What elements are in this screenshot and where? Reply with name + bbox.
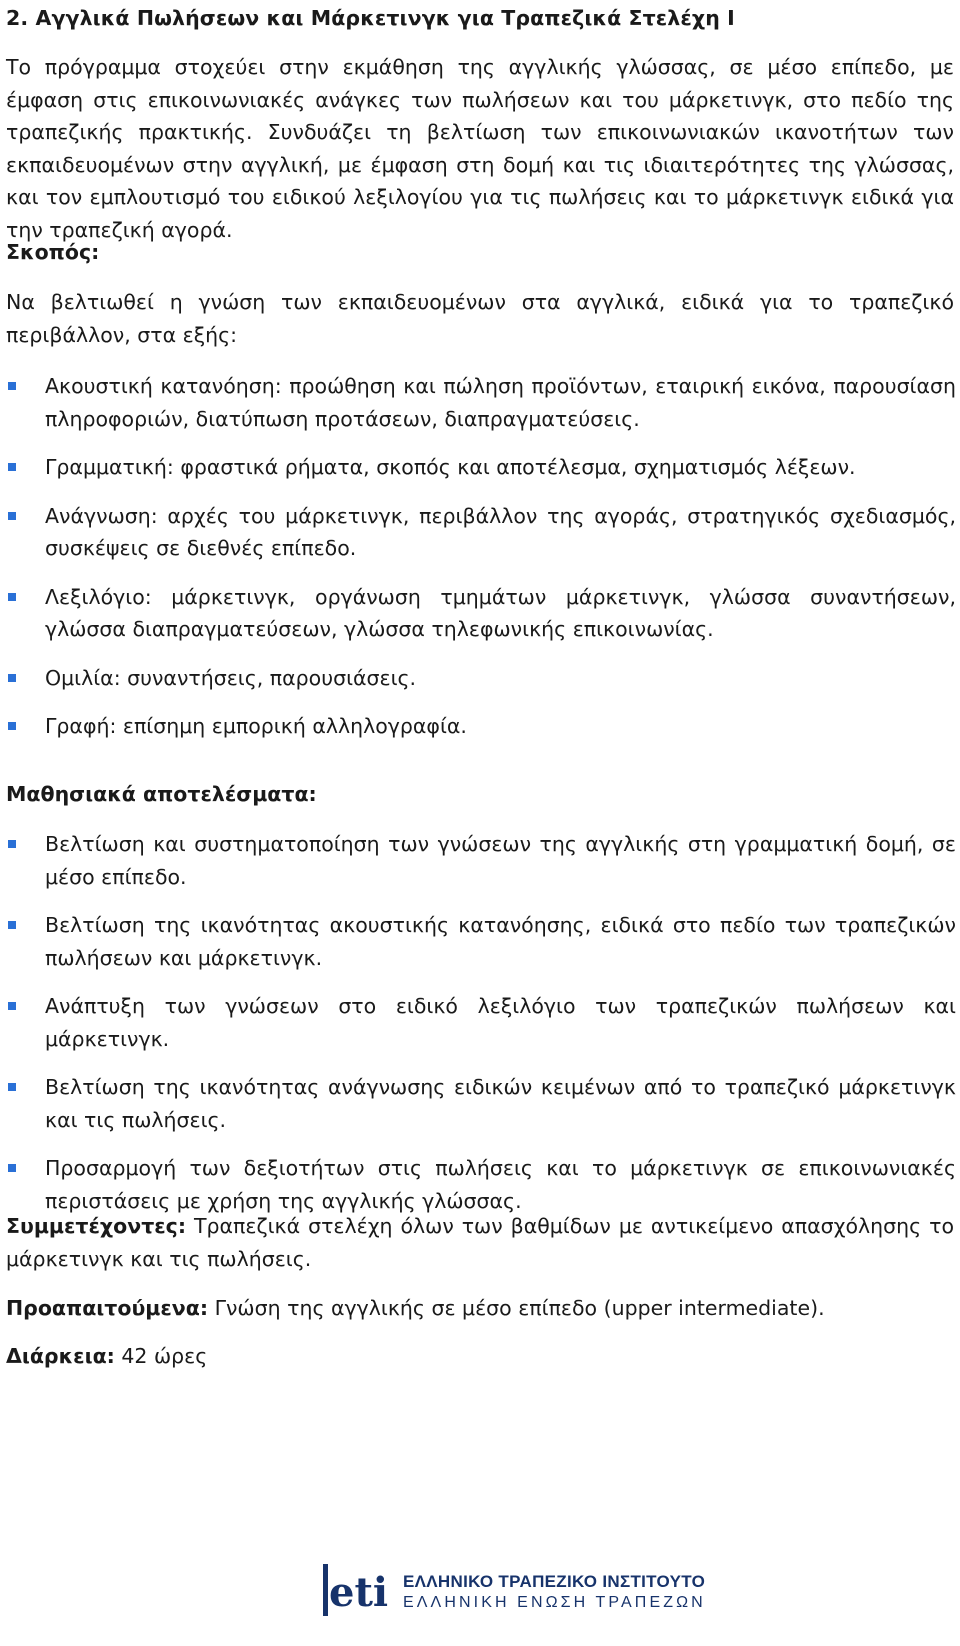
aim-paragraph: Να βελτιωθεί η γνώση των εκπαιδευομένων στα αγγλικά, ειδικά για το τραπεζικό περιβάλλον, στα εξής: <box>6 290 954 347</box>
aim-heading: Σκοπός: <box>6 240 100 264</box>
list-item <box>6 909 956 974</box>
outcomes-list <box>6 828 956 1217</box>
square-bullet-icon <box>8 382 16 390</box>
list-item <box>6 1071 956 1136</box>
list-item <box>6 1152 956 1217</box>
duration-text: 42 ώρες <box>114 1344 208 1368</box>
list-item <box>6 990 956 1055</box>
list-item <box>6 500 956 565</box>
square-bullet-icon <box>8 921 16 929</box>
square-bullet-icon <box>8 512 16 520</box>
list-item-text: Προσαρμογή των δεξιοτήτων στις πωλήσεις και το μάρκετινγκ σε επικοινωνιακές περιστάσεις με χρήση της αγγλικής γλώσσας. <box>45 1156 956 1213</box>
square-bullet-icon <box>8 1002 16 1010</box>
square-bullet-icon <box>8 1164 16 1172</box>
list-item <box>6 710 956 743</box>
aim-list <box>6 370 956 743</box>
list-item <box>6 451 956 484</box>
list-item-text: Ακουστική κατανόηση: προώθηση και πώληση προϊόντων, εταιρική εικόνα, παρουσίαση πληροφοριών, διατύπωση προτάσεων, διαπραγματεύσεις. <box>45 374 956 431</box>
institute-logo <box>313 1558 706 1621</box>
list-item <box>6 581 956 646</box>
square-bullet-icon <box>8 1083 16 1091</box>
list-item <box>6 828 956 893</box>
list-item <box>6 662 956 695</box>
square-bullet-icon <box>8 722 16 730</box>
duration-label: Διάρκεια: <box>6 1344 115 1368</box>
square-bullet-icon <box>8 593 16 601</box>
list-item-text: Ομιλία: συναντήσεις, παρουσιάσεις. <box>45 665 417 690</box>
intro-paragraph: Το πρόγραμμα στοχεύει στην εκμάθηση της αγγλικής γλώσσας, σε μέσο επίπεδο, με έμφαση στις επικοινωνιακές ανάγκες των πωλήσεων και του μάρκετινγκ, στο πεδίο της τραπεζικής πρακτικής. Συνδυάζει τη βελτίωση των επικοινωνιακών ικανοτήτων των εκπαιδευομένων στην αγγλική, με έμφαση στη δομή και τις ιδιαιτερότητες της γλώσσας, και τον εμπλουτισμό του ειδικού λεξιλογίου για τις πωλήσεις και το μάρκετινγκ ειδικά για την τραπεζική αγορά. <box>6 55 954 242</box>
list-item-text: Γραφή: επίσημη εμπορική αλληλογραφία. <box>45 714 467 738</box>
prerequisites-label: Προαπαιτούμενα: <box>6 1296 209 1320</box>
square-bullet-icon <box>8 840 16 848</box>
list-item-text: Γραμματική: φραστικά ρήματα, σκοπός και αποτέλεσμα, σχηματισμός λέξεων. <box>45 455 856 479</box>
duration-paragraph <box>6 1340 954 1373</box>
participants-label: Συμμετέχοντες: <box>6 1214 187 1238</box>
list-item <box>6 370 956 435</box>
page-title: 2. Αγγλικά Πωλήσεων και Μάρκετινγκ για Τραπεζικά Στελέχη Ι <box>6 6 735 30</box>
logo-mark-text: eti <box>329 1569 389 1616</box>
list-item-text: Ανάγνωση: αρχές του μάρκετινγκ, περιβάλλον της αγοράς, στρατηγικός σχεδιασμός, συσκέψεις σε διεθνές επίπεδο. <box>45 503 956 560</box>
eti-logo-icon <box>313 1558 389 1621</box>
square-bullet-icon <box>8 674 16 682</box>
prerequisites-paragraph <box>6 1292 954 1325</box>
logo-subtitle: ΕΛΛΗΝΙΚΗ ΕΝΩΣΗ ΤΡΑΠΕΖΩΝ <box>403 1594 706 1611</box>
list-item-text: Βελτίωση και συστηματοποίηση των γνώσεων της αγγλικής στη γραμματική δομή, σε μέσο επίπεδο. <box>45 832 956 889</box>
logo-title: ΕΛΛΗΝΙΚΟ ΤΡΑΠΕΖΙΚΟ ΙΝΣΤΙΤΟΥΤΟ <box>403 1572 706 1591</box>
outcomes-heading: Μαθησιακά αποτελέσματα: <box>6 782 317 806</box>
participants-paragraph <box>6 1210 954 1275</box>
list-item-text: Λεξιλόγιο: μάρκετινγκ, οργάνωση τμημάτων μάρκετινγκ, γλώσσα συναντήσεων, γλώσσα διαπραγματεύσεων, γλώσσα τηλεφωνικής επικοινωνίας. <box>45 584 956 641</box>
square-bullet-icon <box>8 463 16 471</box>
list-item-text: Βελτίωση της ικανότητας ακουστικής κατανόησης, ειδικά στο πεδίο των τραπεζικών πωλήσεων και μάρκετινγκ. <box>45 913 956 970</box>
list-item-text: Ανάπτυξη των γνώσεων στο ειδικό λεξιλόγιο των τραπεζικών πωλήσεων και μάρκετινγκ. <box>45 994 956 1051</box>
participants-text: Τραπεζικά στελέχη όλων των βαθμίδων με αντικείμενο απασχόλησης το μάρκετινγκ και τις πωλήσεις. <box>6 1214 954 1271</box>
list-item-text: Βελτίωση της ικανότητας ανάγνωσης ειδικών κειμένων από το τραπεζικό μάρκετινγκ και τις πωλήσεις. <box>45 1075 956 1132</box>
prerequisites-text: Γνώση της αγγλικής σε μέσο επίπεδο (upper intermediate). <box>208 1296 825 1320</box>
